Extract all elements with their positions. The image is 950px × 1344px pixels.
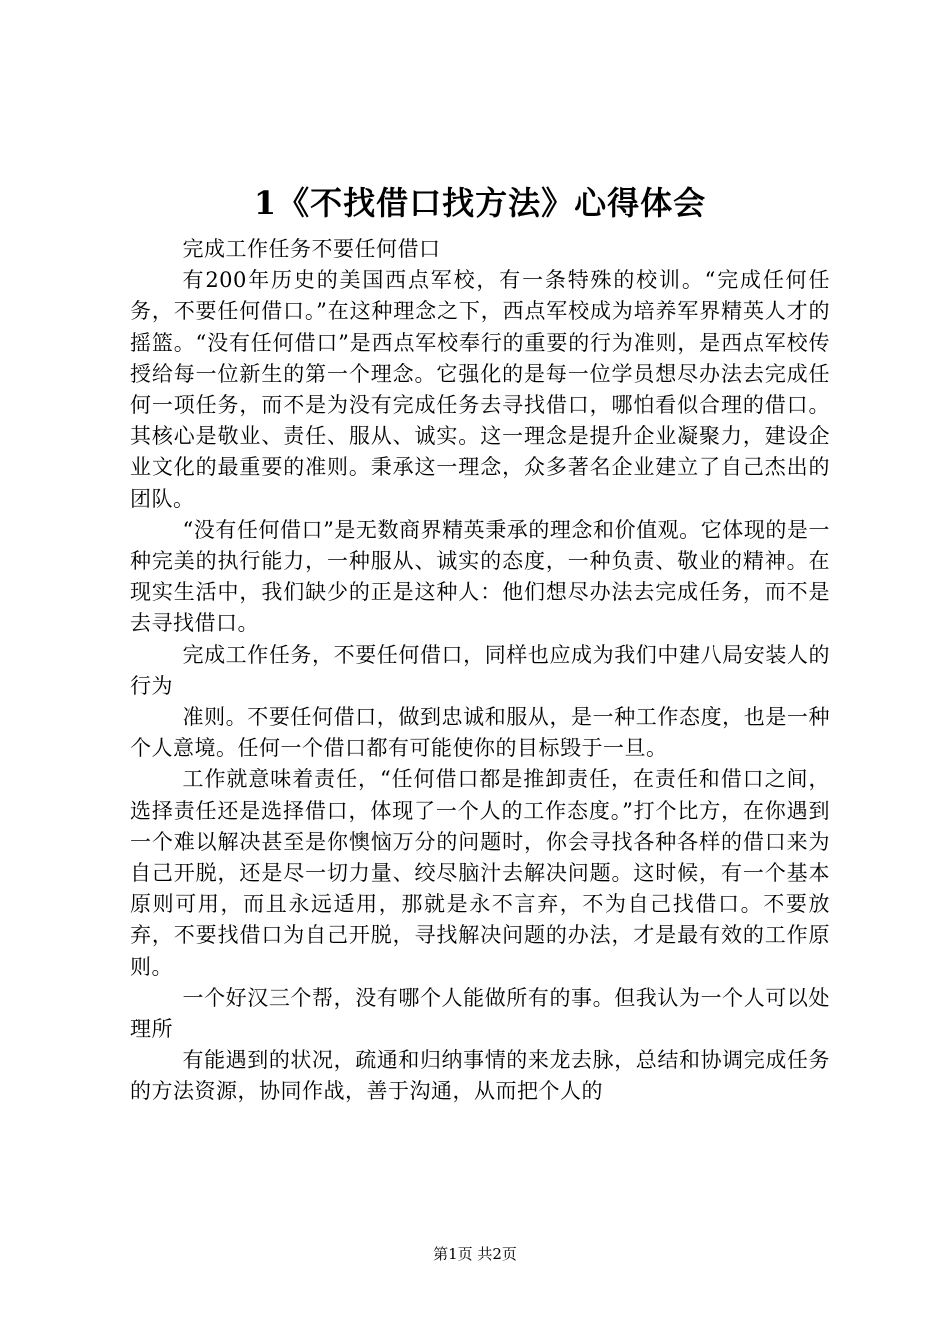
paragraph: 完成工作任务，不要任何借口，同样也应成为我们中建八局安装人的行为 xyxy=(130,642,830,698)
paragraph: 准则。不要任何借口，做到忠诚和服从，是一种工作态度，也是一种个人意境。任何一个借口都有可能使你的目标毁于一旦。 xyxy=(130,705,830,761)
paragraph: 一个好汉三个帮，没有哪个人能做所有的事。但我认为一个人可以处理所 xyxy=(130,985,830,1042)
document-body xyxy=(130,234,830,1108)
paragraph-subtitle: 完成工作任务不要任何借口 xyxy=(182,237,441,261)
paragraph: “没有任何借口”是无数商界精英秉承的理念和价值观。它体现的是一种完美的执行能力，一种服从、诚实的态度，一种负责、敬业的精神。在现实生活中，我们缺少的正是这种人：他们想尽办法去完成任务，而不是去寻找借口。 xyxy=(130,517,830,636)
paragraph: 工作就意味着责任，“任何借口都是推卸责任，在责任和借口之间，选择责任还是选择借口，体现了一个人的工作态度。”打个比方，在你遇到一个难以解决甚至是你懊恼万分的问题时，你会寻找各种各样的借口来为自己开脱，还是尽一切力量、绞尽脑汁去解决问题。这时候，有一个基本原则可用，而且永远适用，那就是永不言弃，不为自己找借口。不要放弃，不要找借口为自己开脱，寻找解决问题的办法，才是最有效的工作原则。 xyxy=(130,767,830,979)
paragraph: 有能遇到的状况，疏通和归纳事情的来龙去脉，总结和协调完成任务的方法资源，协同作战，善于沟通，从而把个人的 xyxy=(130,1048,830,1104)
page-number-footer: 第1页 共2页 xyxy=(433,1245,517,1263)
paragraph: 有200年历史的美国西点军校，有一条特殊的校训。“完成任何任务，不要任何借口。”在这种理念之下，西点军校成为培养军界精英人才的摇篮。“没有任何借口”是西点军校奉行的重要的行为准则，是西点军校传授给每一位新生的第一个理念。它强化的是每一位学员想尽办法去完成任何一项任务，而不是为没有完成任务去寻找借口，哪怕看似合理的借口。其核心是敬业、责任、服从、诚实。这一理念是提升企业凝聚力，建设企业文化的最重要的准则。秉承这一理念，众多著名企业建立了自己杰出的团队。 xyxy=(130,268,830,511)
page-title: 1《不找借口找方法》心得体会 xyxy=(253,184,707,222)
